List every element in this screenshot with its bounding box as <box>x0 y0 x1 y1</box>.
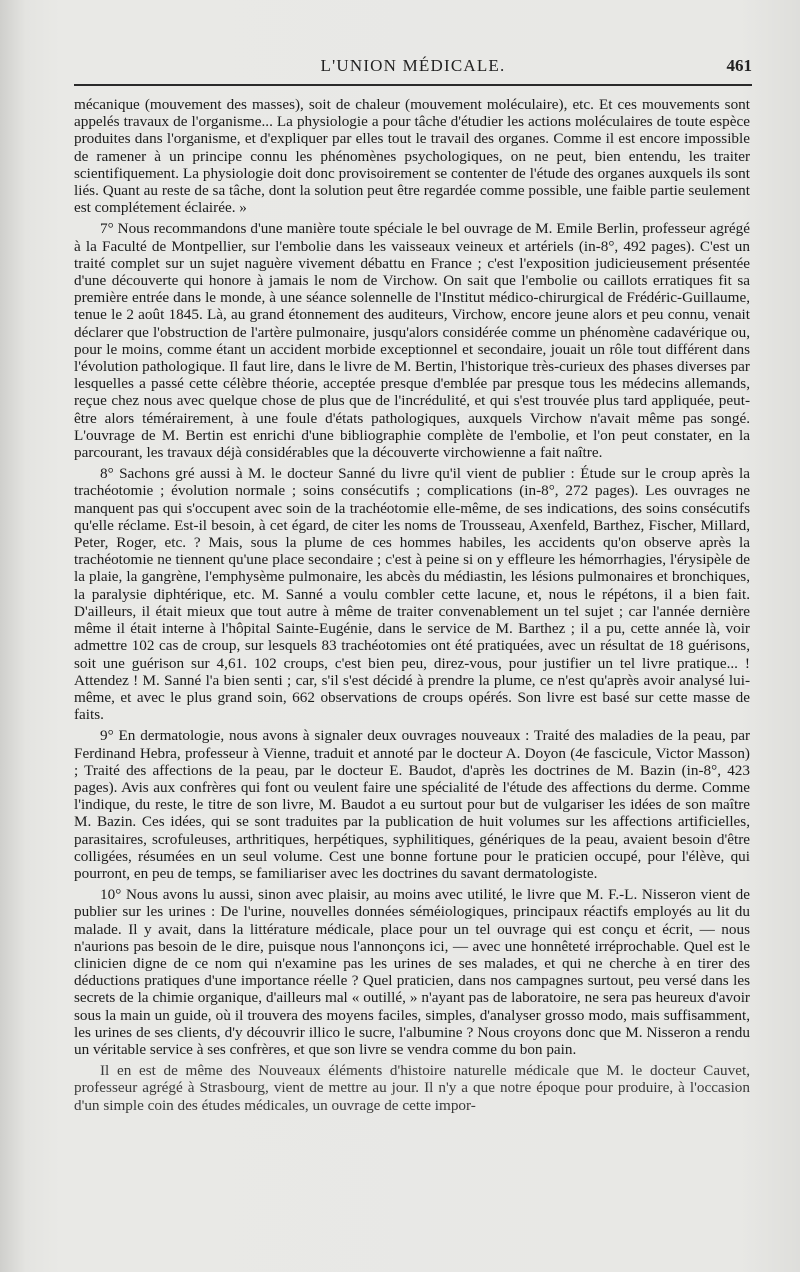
paragraph-9-dermatologie: 9° En dermatologie, nous avons à signaler deux ouvrages nouveaux : Traité des maladies de la peau, par Ferdinand Hebra, professeur à Vienne, traduit et annoté par le docteur A. Doyon (4e fascicule, Victor Masson) ; Traité des affections de la peau, par le docteur E. Baudot, d'après les doctrines de M. Bazin (in-8°, 423 pages). Avis aux confrères qui font ou veulent faire une spécialité de l'étude des affections du derme. Comme l'indique, du reste, le titre de son livre, M. Baudot a eu surtout pour but de vulgariser les idées de son maître M. Bazin. Ces idées, qui se sont traduites par la publication de huit volumes sur les affections artificielles, parasitaires, scrofuleuses, arthritiques, herpétiques, syphilitiques, génériques de la peau, avaient besoin d'être colligées, résumées en un seul volume. Cest une bonne fortune pour le praticien occupé, pour l'élève, qui pourront, en peu de temps, se familiariser avec les doctrines du savant dermatologiste. <box>74 727 750 882</box>
running-head: L'UNION MÉDICALE. <box>320 56 506 75</box>
paragraph-7-embolie: 7° Nous recommandons d'une manière toute spéciale le bel ouvrage de M. Emile Berlin, professeur agrégé à la Faculté de Montpellier, sur l'embolie dans les vaisseaux veineux et artériels (in-8°, 492 pages). C'est un traité complet sur un sujet naguère vivement débattu en France ; c'est l'exposition judicieusement présentée d'une découverte qui honore à jamais le nom de Virchow. On sait que l'embolie ou caillots erratiques fit sa première entrée dans le monde, à une séance solennelle de l'Institut médico-chirurgical de Frédéric-Guillaume, tenue le 2 août 1845. Là, au grand étonnement des auditeurs, Virchow, encore jeune alors et peu connu, venait déclarer que l'obstruction de l'artère pulmonaire, jusqu'alors considérée comme un phénomène cadavérique ou, pour le moins, comme étant un accident morbide exceptionnel et secondaire, jouait un rôle tout différent dans l'évolution pathologique. Il faut lire, dans le livre de M. Bertin, l'historique très-curieux des phases diverses par lesquelles a passé cette célèbre théorie, acceptée presque d'emblée par presque tous les médecins allemands, reçue chez nous avec quelque chose de plus que de l'incrédulité, et qui s'est trouvée plus tard appliquée, peut-être alors témérairement, à une foule d'états pathologiques, auxquels Virchow n'avait même pas songé. L'ouvrage de M. Bertin est enrichi d'une bibliographie complète de l'embolie, et l'on peut constater, en la parcourant, les travaux déjà considérables que la découverte virchowienne a fait naître. <box>74 220 750 462</box>
paragraph-8-croup: 8° Sachons gré aussi à M. le docteur Sanné du livre qu'il vient de publier : Étude sur le croup après la trachéotomie ; évolution normale ; soins consécutifs ; complications (in-8°, 272 pages). Les ouvrages ne manquent pas qui s'occupent avec soin de la trachéotomie elle-même, de ses indications, des soins consécutifs qu'elle réclame. Est-il besoin, à cet égard, de citer les noms de Trousseau, Axenfeld, Barthez, Fischer, Millard, Peter, Roger, etc. ? Mais, sous la plume de ces hommes habiles, les accidents qu'on observe après la trachéotomie ne tiennent qu'une place secondaire ; c'est à peine si on y effleure les hémorrhagies, l'érysipèle de la plaie, la gangrène, l'emphysème pulmonaire, les abcès du médiastin, les lésions pulmonaires et bronchiques, la paralysie diphtérique, etc. M. Sanné a voulu combler cette lacune, et, nous le répétons, il a bien fait. D'ailleurs, il était mieux que tout autre à même de traiter convenablement un tel sujet ; car l'année dernière même il était interne à l'hôpital Sainte-Eugénie, dans le service de M. Barthez ; il a pu, cette année là, voir admettre 102 cas de croup, sur lesquels 83 trachéotomies ont été pratiquées, avec un résultat de 18 guérisons, soit une guérison sur 4,61. 102 croups, c'est bien peu, direz-vous, pour justifier un tel livre pratique... ! Attendez ! M. Sanné l'a bien senti ; car, s'il s'est décidé à prendre la plume, ce n'est qu'après avoir analysé lui-même, et avec le plus grand soin, 662 observations de croups opérés. Son livre est basé sur cette masse de faits. <box>74 465 750 724</box>
paragraph-10-urines: 10° Nous avons lu aussi, sinon avec plaisir, au moins avec utilité, le livre que M. F.-L. Nisseron vient de publier sur les urines : De l'urine, nouvelles données séméiologiques, principaux réactifs employés au lit du malade. Il y avait, dans la littérature médicale, place pour un tel ouvrage qui est conçu et écrit, — nous n'aurions pas besoin de le dire, puisque nous l'annonçons ici, — avec une honnêteté irréprochable. Quel est le clinicien digne de ce nom qui n'examine pas les urines de ses malades, et qui ne cherche à en tirer des déductions pratiques d'une importance réelle ? Quel praticien, dans nos campagnes surtout, peu versé dans les secrets de la chimie organique, d'ailleurs mal « outillé, » n'ayant pas de laboratoire, ne sera pas heureux d'avoir sous la main un guide, où il trouvera des moyens faciles, simples, d'analyser grosso modo, mais suffisamment, les urines de ses clients, d'y découvrir illico le sucre, l'albumine ? Nous croyons donc que M. Nisseron a rendu un véritable service à ses confrères, et que son livre se vendra comme du bon pain. <box>74 886 750 1058</box>
paragraph-histoire-naturelle: Il en est de même des Nouveaux éléments d'histoire naturelle médicale que M. le docteur Cauvet, professeur agrégé à Strasbourg, vient de mettre au jour. Il n'y a que notre époque pour produire, à l'occasion d'un simple coin des études médicales, un ouvrage de cette impor- <box>74 1062 750 1114</box>
paragraph-continuation: mécanique (mouvement des masses), soit de chaleur (mouvement moléculaire), etc. Et ces mouvements sont appelés travaux de l'organisme... La physiologie a pour tâche d'étudier les actions moléculaires de toute espèce produites dans l'organisme, et d'expliquer par elles tout le travail des organes. Comme il est encore impossible de ramener à un principe connu les phénomènes psychologiques, on ne peut, bien entendu, les traiter scientifiquement. La physiologie doit donc provisoirement se contenter de l'étude des organes auxquels ils sont liés. Quant au reste de sa tâche, dont la solution peut être regardée comme possible, une faible partie seulement est complétement éclairée. » <box>74 96 750 217</box>
header-rule <box>74 84 752 86</box>
page-number: 461 <box>726 56 752 75</box>
body-text <box>74 96 750 1118</box>
page-header <box>74 50 752 80</box>
